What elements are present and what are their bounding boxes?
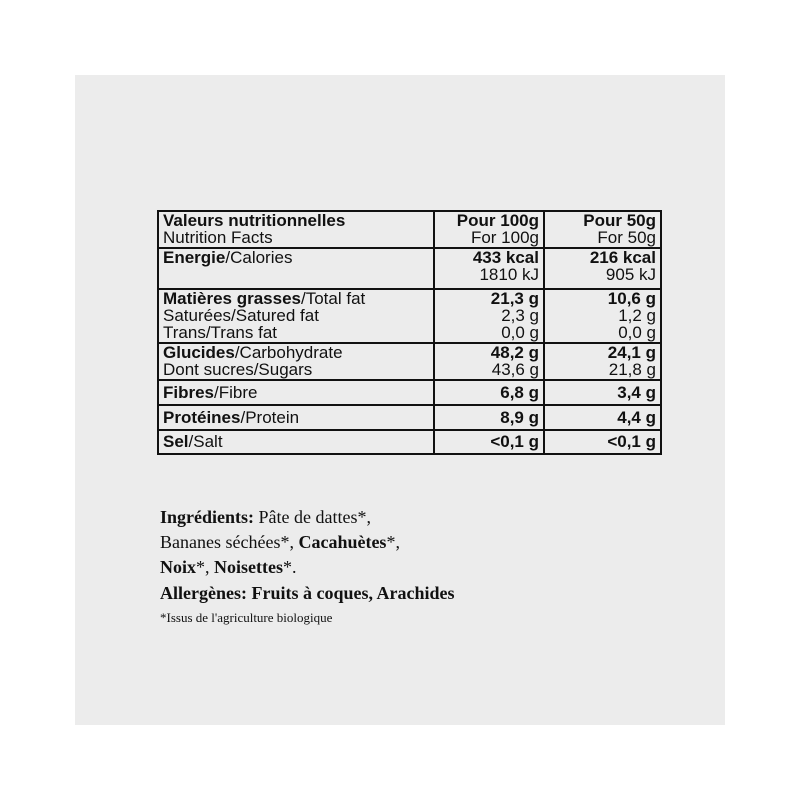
carbs-50g-sugars: 21,8 g	[608, 360, 656, 379]
fibre-label-fr: Fibres	[163, 383, 215, 402]
energy-label-fr: Energie	[163, 248, 226, 267]
fat-50g-sat: 1,2 g	[618, 306, 656, 325]
salt-label	[158, 430, 434, 454]
fat-label-en: /Total fat	[300, 289, 366, 308]
carbs-50g-total: 24,1 g	[607, 343, 656, 362]
table-row-energy	[158, 248, 661, 289]
fibre-100g: 6,8 g	[434, 380, 544, 405]
fat-label-fr: Matières grasses	[163, 289, 301, 308]
salt-label-fr: Sel	[163, 432, 189, 451]
carbs-100g	[434, 343, 544, 380]
carbs-50g	[544, 343, 661, 380]
protein-label-fr: Protéines	[163, 408, 241, 427]
energy-50g-kcal: 216 kcal	[589, 248, 656, 267]
fat-50g	[544, 289, 661, 343]
ingredient-hazelnuts: Noisettes	[214, 557, 283, 577]
fibre-label-en: /Fibre	[214, 383, 258, 402]
ingredient-walnuts: Noix	[160, 557, 196, 577]
table-row-header	[158, 211, 661, 248]
fat-50g-total: 10,6 g	[607, 289, 656, 308]
trans-fat-label: Trans/Trans fat	[163, 323, 277, 342]
energy-label-en: /Calories	[225, 248, 293, 267]
fat-100g-trans: 0,0 g	[501, 323, 539, 342]
header-col2-fr: Pour 50g	[583, 211, 656, 230]
header-col1-fr: Pour 100g	[456, 211, 539, 230]
header-col1-en: For 100g	[470, 228, 539, 247]
salt-50g: <0,1 g	[544, 430, 661, 454]
energy-100g-kcal: 433 kcal	[472, 248, 539, 267]
table-row-salt	[158, 430, 661, 454]
fat-50g-trans: 0,0 g	[618, 323, 656, 342]
header-col-50g	[544, 211, 661, 248]
table-row-protein	[158, 405, 661, 430]
organic-footnote: *Issus de l'agriculture biologique	[160, 610, 333, 625]
fat-100g	[434, 289, 544, 343]
carbs-label	[158, 343, 434, 380]
carbs-100g-total: 48,2 g	[490, 343, 539, 362]
energy-100g-kj: 1810 kJ	[479, 265, 539, 284]
sugars-label: Dont sucres/Sugars	[163, 360, 313, 379]
salt-label-en: /Salt	[188, 432, 223, 451]
ingredients-part-4: *,	[196, 557, 214, 577]
protein-label	[158, 405, 434, 430]
ingredient-peanuts: Cacahuètes	[298, 532, 387, 552]
header-col2-en: For 50g	[597, 228, 656, 247]
header-label-cell	[158, 211, 434, 248]
carbs-100g-sugars: 43,6 g	[491, 360, 539, 379]
header-label-en: Nutrition Facts	[163, 228, 273, 247]
ingredients-text	[160, 505, 660, 580]
ingredients-part-1: Pâte de dattes*,	[254, 507, 371, 527]
fat-100g-total: 21,3 g	[490, 289, 539, 308]
energy-100g	[434, 248, 544, 289]
carbs-label-en: /Carbohydrate	[234, 343, 343, 362]
ingredients-part-2: Bananes séchées*,	[160, 532, 299, 552]
protein-50g: 4,4 g	[544, 405, 661, 430]
header-label-fr: Valeurs nutritionnelles	[163, 211, 346, 230]
energy-50g	[544, 248, 661, 289]
ingredients-label: Ingrédients:	[160, 507, 254, 527]
fat-label	[158, 289, 434, 343]
header-col-100g	[434, 211, 544, 248]
protein-label-en: /Protein	[240, 408, 300, 427]
fibre-label	[158, 380, 434, 405]
ingredients-part-3: *,	[386, 532, 400, 552]
carbs-label-fr: Glucides	[163, 343, 235, 362]
energy-50g-kj: 905 kJ	[605, 265, 656, 284]
sat-fat-label: Saturées/Satured fat	[163, 306, 319, 325]
table-row-carbs	[158, 343, 661, 380]
table-row-fibre	[158, 380, 661, 405]
fibre-50g: 3,4 g	[544, 380, 661, 405]
salt-100g: <0,1 g	[434, 430, 544, 454]
nutrition-table	[157, 210, 662, 455]
table-row-fat	[158, 289, 661, 343]
fat-100g-sat: 2,3 g	[501, 306, 539, 325]
allergens-text: Allergènes: Fruits à coques, Arachides	[160, 583, 455, 603]
energy-label	[158, 248, 434, 289]
ingredients-part-5: *.	[282, 557, 297, 577]
protein-100g: 8,9 g	[434, 405, 544, 430]
